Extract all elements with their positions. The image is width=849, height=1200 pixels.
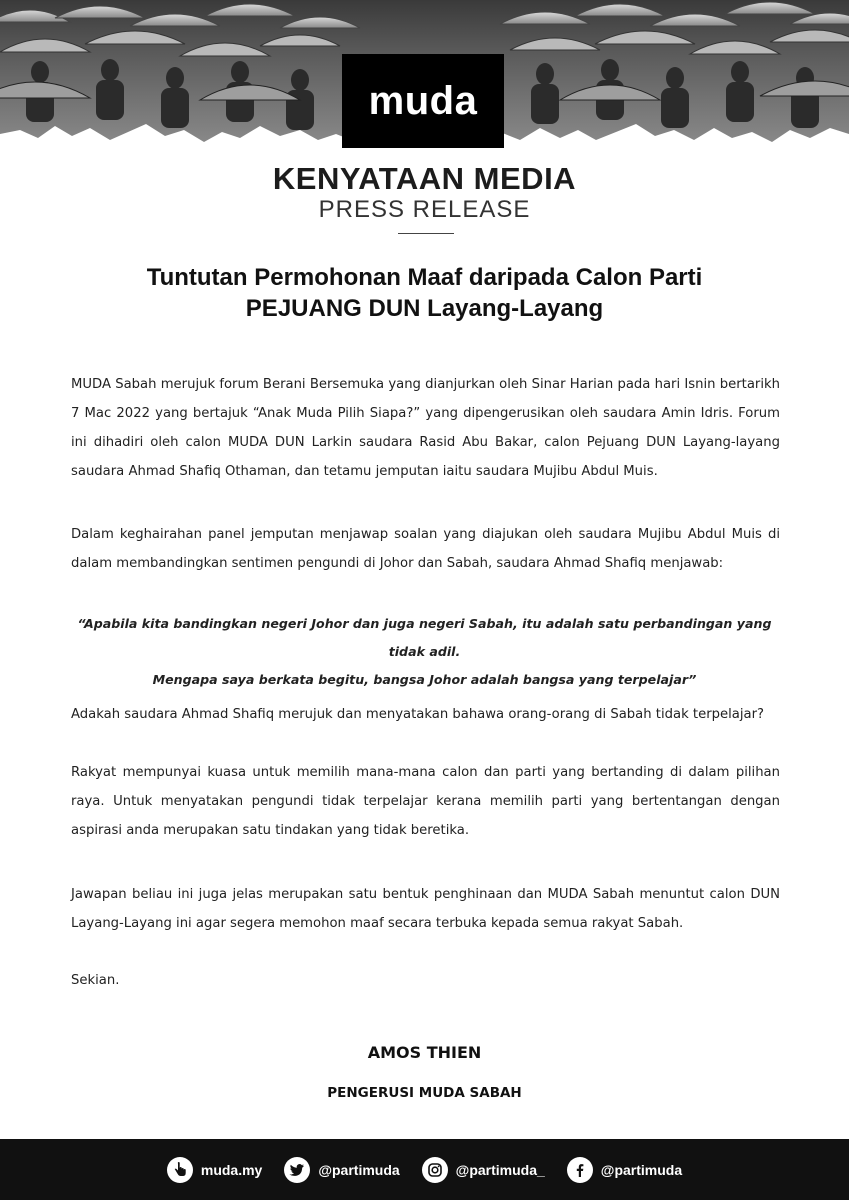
paragraph-voters-right: Rakyat mempunyai kuasa untuk memilih mana-mana calon dan parti yang bertanding di dalam pilihan raya. Untuk menyatakan pengundi tidak terpelajar kerana memilih parti yang bertentangan dengan aspirasi anda merupakan satu tindakan yang tidak beretika. xyxy=(71,765,780,838)
footer-website-link[interactable] xyxy=(167,1157,262,1183)
paragraph-panel-answer: Dalam keghairahan panel jemputan menjawap soalan yang diajukan oleh saudara Mujibu Abdul Muis di dalam membandingkan sentimen pengundi di Johor dan Sabah, saudara Ahmad Shafiq menjawab: xyxy=(71,527,780,571)
title-divider xyxy=(398,233,454,234)
headline xyxy=(60,262,789,324)
header-banner xyxy=(0,0,849,150)
muda-logo xyxy=(342,54,504,148)
facebook-icon xyxy=(567,1157,593,1183)
twitter-icon xyxy=(284,1157,310,1183)
quote-line-2: Mengapa saya berkata begitu, bangsa Johor adalah bangsa yang terpelajar” xyxy=(152,672,697,687)
footer-website-label: muda.my xyxy=(200,1161,263,1178)
signatory-name: AMOS THIEN xyxy=(367,1043,482,1062)
logo-text: muda xyxy=(368,78,478,123)
quoted-statement xyxy=(60,610,789,694)
headline-line-1: Tuntutan Permohonan Maaf daripada Calon Parti xyxy=(146,264,703,291)
document-subtitle: PRESS RELEASE xyxy=(318,196,531,223)
document-title: KENYATAAN MEDIA xyxy=(272,161,577,196)
footer-twitter-label: @partimuda xyxy=(318,1161,400,1178)
instagram-icon xyxy=(422,1157,448,1183)
paragraph-forum-intro: MUDA Sabah merujuk forum Berani Bersemuka yang dianjurkan oleh Sinar Harian pada hari Isnin bertarikh 7 Mac 2022 yang bertajuk “Anak Muda Pilih Siapa?” yang dipengerusikan oleh saudara Amin Idris. Forum ini dihadiri oleh calon MUDA DUN Larkin saudara Rasid Abu Bakar, calon Pejuang DUN Layang-layang saudara Ahmad Shafiq Othaman, dan tetamu jemputan iaitu saudara Mujibu Abdul Muis. xyxy=(71,377,780,479)
footer-instagram-label: @partimuda_ xyxy=(455,1161,545,1178)
paragraph-closing: Sekian. xyxy=(71,973,120,988)
signatory-title: PENGERUSI MUDA SABAH xyxy=(327,1085,522,1101)
pointer-hand-icon xyxy=(167,1157,193,1183)
headline-line-2: PEJUANG DUN Layang-Layang xyxy=(245,295,604,322)
paragraph-question: Adakah saudara Ahmad Shafiq merujuk dan menyatakan bahawa orang-orang di Sabah tidak terpelajar? xyxy=(71,707,765,722)
footer-instagram-link[interactable] xyxy=(422,1157,545,1183)
paragraph-demand-apology: Jawapan beliau ini juga jelas merupakan satu bentuk penghinaan dan MUDA Sabah menuntut calon DUN Layang-Layang ini agar segera memohon maaf secara terbuka kepada semua rakyat Sabah. xyxy=(71,887,780,931)
footer-facebook-label: @partimuda xyxy=(600,1161,683,1178)
quote-line-1: “Apabila kita bandingkan negeri Johor dan juga negeri Sabah, itu adalah satu perbandingan yang tidak adil. xyxy=(77,616,772,659)
footer-social-bar xyxy=(0,1139,849,1200)
footer-twitter-link[interactable] xyxy=(284,1157,399,1183)
footer-facebook-link[interactable] xyxy=(567,1157,682,1183)
